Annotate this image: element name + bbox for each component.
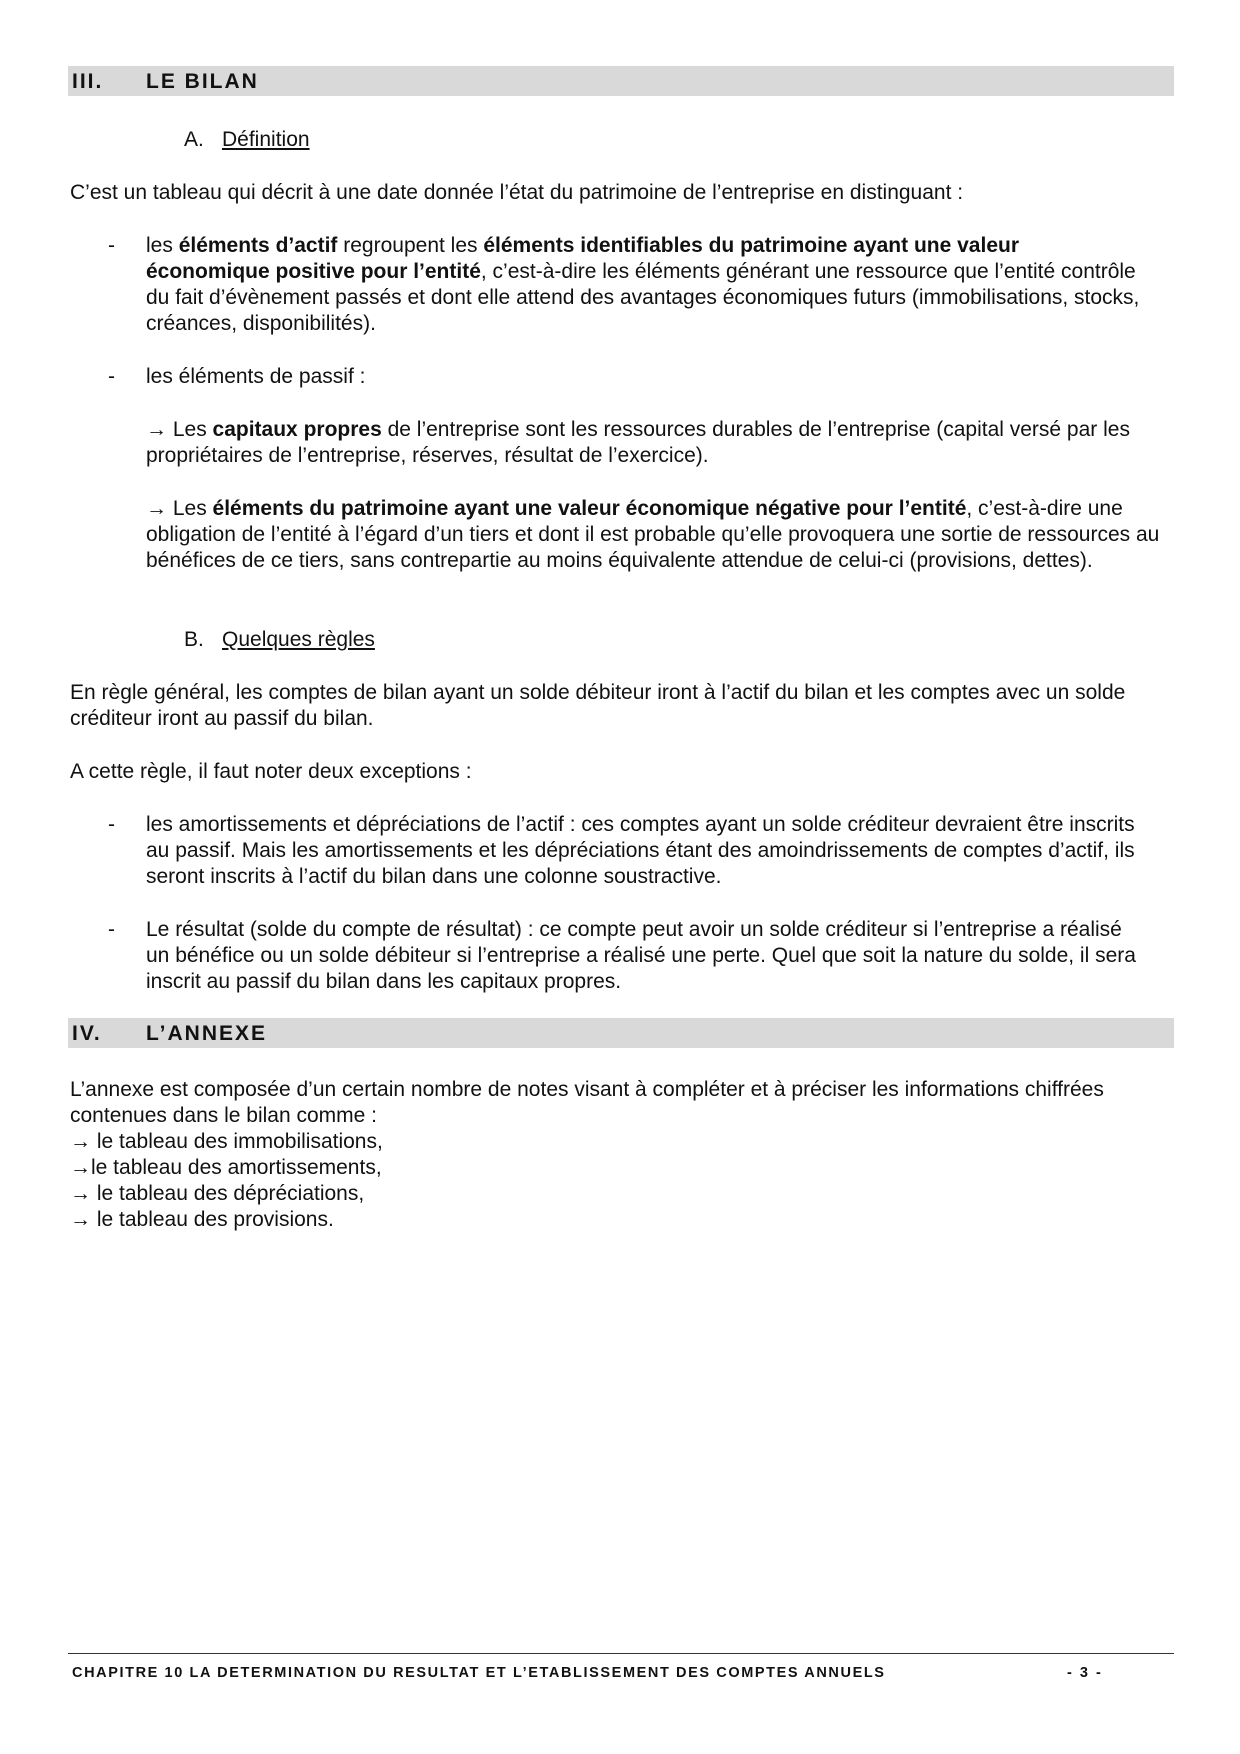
- section-title: L’ANNEXE: [146, 1022, 268, 1045]
- annexe-list-item: → le tableau des immobilisations,: [70, 1130, 383, 1153]
- definition-intro: C’est un tableau qui décrit à une date donnée l’état du patrimoine de l’entreprise en distinguant :: [70, 181, 964, 204]
- annexe-intro: L’annexe est composée d’un certain nombre de notes visant à compléter et à préciser les informations chiffrées contenues dans le bilan comme :: [70, 1078, 1104, 1127]
- bullet-dash: -: [108, 365, 115, 388]
- rule-paragraph: En règle général, les comptes de bilan ayant un solde débiteur iront à l’actif du bilan et les comptes avec un solde créditeur iront au passif du bilan.: [70, 681, 1126, 730]
- subheading-definition: [184, 127, 310, 153]
- bullet-text: les éléments d’actif regroupent les éléments identifiables du patrimoine ayant une valeur économique positive pour l’entité, c’est-à-dire les éléments générant une ressource que l’entité contrôle du fait d’évènement passés et dont elle attend des avantages économiques futurs (immobilisations, stocks, créances, disponibilités).: [146, 234, 1140, 335]
- section-number: IV.: [72, 1022, 102, 1045]
- arrow-capitaux-propres: → Les capitaux propres de l’entreprise sont les ressources durables de l’entreprise (capital versé par les propriétaires de l’entreprise, réserves, résultat de l’exercice).: [146, 418, 1130, 467]
- bullet-dash: -: [108, 813, 115, 836]
- annexe-list-item: → le tableau des dépréciations,: [70, 1182, 365, 1205]
- subheading-regles: [184, 627, 375, 653]
- annexe-list-item: → le tableau des provisions.: [70, 1208, 334, 1231]
- section-number: III.: [72, 70, 104, 93]
- page-number: - 3 -: [1067, 1665, 1103, 1681]
- bullet-text: les amortissements et dépréciations de l’actif : ces comptes ayant un solde créditeur devraient être inscrits au passif. Mais les amortissements et les dépréciations étant des amoindrissements de comptes d’actif, ils seront inscrits à l’actif du bilan dans une colonne soustractive.: [146, 813, 1135, 888]
- subheading-title: Quelques règles: [222, 628, 375, 651]
- bullet-text: les éléments de passif :: [146, 365, 366, 388]
- footer-divider: [68, 1653, 1174, 1654]
- section-title: LE BILAN: [146, 70, 259, 93]
- page-footer: [72, 1660, 1172, 1686]
- subheading-letter: B.: [184, 628, 204, 651]
- subheading-title: Définition: [222, 128, 310, 151]
- subheading-letter: A.: [184, 128, 204, 151]
- section-heading-bilan: [68, 66, 1174, 96]
- bullet-dash: -: [108, 234, 115, 257]
- bullet-text: Le résultat (solde du compte de résultat) : ce compte peut avoir un solde créditeur si l’entreprise a réalisé un bénéfice ou un solde débiteur si l’entreprise a réalisé une perte. Quel que soit la nature du solde, il sera inscrit au passif du bilan dans les capitaux propres.: [146, 918, 1136, 993]
- annexe-list-item: →le tableau des amortissements,: [70, 1156, 382, 1179]
- exceptions-paragraph: A cette règle, il faut noter deux exceptions :: [70, 760, 472, 783]
- arrow-elements-negatifs: → Les éléments du patrimoine ayant une valeur économique négative pour l’entité, c’est-à-dire une obligation de l’entité à l’égard d’un tiers et dont il est probable qu’elle provoquera une sortie de ressources au bénéfices de ce tiers, sans contrepartie au moins équivalente attendue de celui-ci (provisions, dettes).: [146, 497, 1160, 572]
- bullet-dash: -: [108, 918, 115, 941]
- footer-chapter-title: CHAPITRE 10 LA DETERMINATION DU RESULTAT ET L’ETABLISSEMENT DES COMPTES ANNUELS: [72, 1665, 886, 1681]
- section-heading-annexe: [68, 1018, 1174, 1048]
